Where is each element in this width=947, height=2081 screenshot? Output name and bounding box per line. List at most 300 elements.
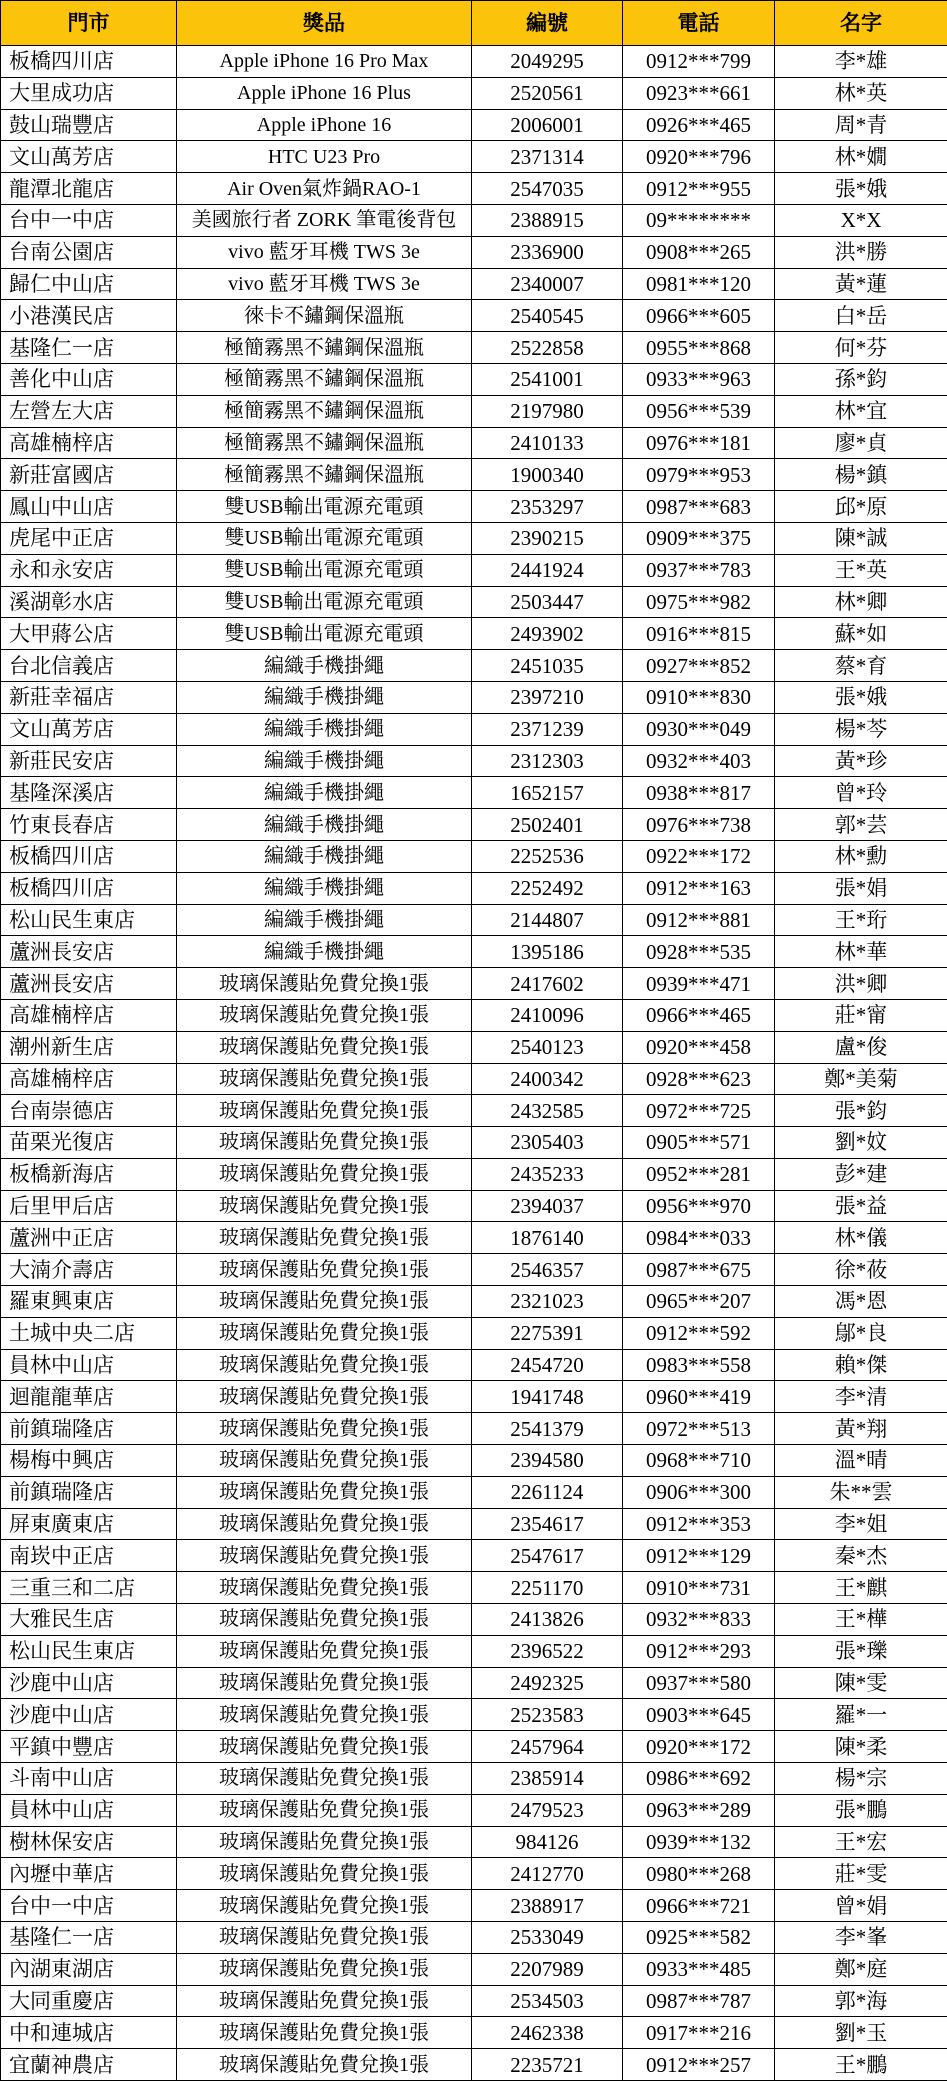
store-cell: 宜蘭神農店 xyxy=(1,2049,177,2081)
table-row xyxy=(1,618,947,650)
prize-cell: 玻璃保護貼免費兌換1張 xyxy=(177,1667,472,1699)
prize-cell: 玻璃保護貼免費兌換1張 xyxy=(177,1286,472,1318)
phone-cell: 0937***783 xyxy=(623,554,775,586)
code-cell: 2394037 xyxy=(472,1190,623,1222)
header-name: 名字 xyxy=(775,1,947,46)
code-cell: 2520561 xyxy=(472,77,623,109)
table-row xyxy=(1,1826,947,1858)
phone-cell: 0966***605 xyxy=(623,300,775,332)
code-cell: 2353297 xyxy=(472,491,623,523)
phone-cell: 0920***172 xyxy=(623,1731,775,1763)
code-cell: 2388915 xyxy=(472,204,623,236)
store-cell: 前鎮瑞隆店 xyxy=(1,1476,177,1508)
store-cell: 大甲蔣公店 xyxy=(1,618,177,650)
store-cell: 小港漢民店 xyxy=(1,300,177,332)
code-cell: 2503447 xyxy=(472,586,623,618)
phone-cell: 0933***963 xyxy=(623,363,775,395)
phone-cell: 0920***458 xyxy=(623,1031,775,1063)
store-cell: 羅東興東店 xyxy=(1,1286,177,1318)
phone-cell: 0928***535 xyxy=(623,936,775,968)
table-row xyxy=(1,872,947,904)
prize-cell: 玻璃保護貼免費兌換1張 xyxy=(177,2017,472,2049)
table-row xyxy=(1,268,947,300)
phone-cell: 09******** xyxy=(623,204,775,236)
phone-cell: 0912***163 xyxy=(623,872,775,904)
prize-cell: 徠卡不鏽鋼保溫瓶 xyxy=(177,300,472,332)
store-cell: 大雅民生店 xyxy=(1,1604,177,1636)
code-cell: 2252492 xyxy=(472,872,623,904)
store-cell: 永和永安店 xyxy=(1,554,177,586)
prize-cell: Air Oven氣炸鍋RAO-1 xyxy=(177,173,472,205)
prize-cell: 雙USB輸出電源充電頭 xyxy=(177,491,472,523)
table-row xyxy=(1,300,947,332)
prize-cell: 玻璃保護貼免費兌換1張 xyxy=(177,968,472,1000)
phone-cell: 0968***710 xyxy=(623,1445,775,1477)
store-cell: 屏東廣東店 xyxy=(1,1508,177,1540)
code-cell: 2261124 xyxy=(472,1476,623,1508)
name-cell: 邱*原 xyxy=(775,491,947,523)
name-cell: 鄭*美菊 xyxy=(775,1063,947,1095)
store-cell: 文山萬芳店 xyxy=(1,713,177,745)
table-row xyxy=(1,1985,947,2017)
name-cell: 張*鈞 xyxy=(775,1095,947,1127)
code-cell: 2540545 xyxy=(472,300,623,332)
code-cell: 2400342 xyxy=(472,1063,623,1095)
store-cell: 高雄楠梓店 xyxy=(1,999,177,1031)
table-row xyxy=(1,1572,947,1604)
name-cell: 彭*建 xyxy=(775,1158,947,1190)
prize-cell: 玻璃保護貼免費兌換1張 xyxy=(177,1317,472,1349)
phone-cell: 0917***216 xyxy=(623,2017,775,2049)
prize-cell: vivo 藍牙耳機 TWS 3e xyxy=(177,268,472,300)
prize-cell: 玻璃保護貼免費兌換1張 xyxy=(177,1826,472,1858)
store-cell: 板橋四川店 xyxy=(1,840,177,872)
code-cell: 2454720 xyxy=(472,1349,623,1381)
phone-cell: 0986***692 xyxy=(623,1763,775,1795)
table-row xyxy=(1,1031,947,1063)
name-cell: 王*珩 xyxy=(775,904,947,936)
table-row xyxy=(1,840,947,872)
phone-cell: 0972***513 xyxy=(623,1413,775,1445)
code-cell: 2371239 xyxy=(472,713,623,745)
phone-cell: 0983***558 xyxy=(623,1349,775,1381)
name-cell: 張*娥 xyxy=(775,173,947,205)
prize-cell: 玻璃保護貼免費兌換1張 xyxy=(177,1222,472,1254)
code-cell: 2412770 xyxy=(472,1858,623,1890)
phone-cell: 0903***645 xyxy=(623,1699,775,1731)
phone-cell: 0932***833 xyxy=(623,1604,775,1636)
store-cell: 蘆洲長安店 xyxy=(1,936,177,968)
name-cell: 曾*玲 xyxy=(775,777,947,809)
name-cell: 王*麒 xyxy=(775,1572,947,1604)
table-row xyxy=(1,1890,947,1922)
table-row xyxy=(1,968,947,1000)
table-row xyxy=(1,1063,947,1095)
name-cell: 朱**雲 xyxy=(775,1476,947,1508)
store-cell: 大里成功店 xyxy=(1,77,177,109)
store-cell: 基隆仁一店 xyxy=(1,332,177,364)
code-cell: 2354617 xyxy=(472,1508,623,1540)
name-cell: 林*英 xyxy=(775,77,947,109)
name-cell: 林*宜 xyxy=(775,395,947,427)
phone-cell: 0963***289 xyxy=(623,1794,775,1826)
table-row xyxy=(1,904,947,936)
prize-cell: Apple iPhone 16 xyxy=(177,109,472,141)
code-cell: 2275391 xyxy=(472,1317,623,1349)
code-cell: 2492325 xyxy=(472,1667,623,1699)
table-row xyxy=(1,650,947,682)
store-cell: 潮州新生店 xyxy=(1,1031,177,1063)
name-cell: 曾*娟 xyxy=(775,1890,947,1922)
phone-cell: 0987***683 xyxy=(623,491,775,523)
code-cell: 2336900 xyxy=(472,236,623,268)
table-row xyxy=(1,745,947,777)
code-cell: 2252536 xyxy=(472,840,623,872)
name-cell: 楊*芩 xyxy=(775,713,947,745)
table-row xyxy=(1,1190,947,1222)
store-cell: 土城中央二店 xyxy=(1,1317,177,1349)
prize-cell: 編織手機掛繩 xyxy=(177,650,472,682)
code-cell: 1941748 xyxy=(472,1381,623,1413)
name-cell: 王*宏 xyxy=(775,1826,947,1858)
store-cell: 台北信義店 xyxy=(1,650,177,682)
name-cell: 李*清 xyxy=(775,1381,947,1413)
prize-cell: 玻璃保護貼免費兌換1張 xyxy=(177,1254,472,1286)
prize-cell: 玻璃保護貼免費兌換1張 xyxy=(177,1953,472,1985)
name-cell: 洪*卿 xyxy=(775,968,947,1000)
name-cell: X*X xyxy=(775,204,947,236)
store-cell: 板橋四川店 xyxy=(1,872,177,904)
code-cell: 2006001 xyxy=(472,109,623,141)
code-cell: 2049295 xyxy=(472,46,623,78)
table-row xyxy=(1,1445,947,1477)
table-row xyxy=(1,1222,947,1254)
table-row xyxy=(1,1667,947,1699)
prize-cell: 玻璃保護貼免費兌換1張 xyxy=(177,1635,472,1667)
table-row xyxy=(1,1286,947,1318)
store-cell: 左營左大店 xyxy=(1,395,177,427)
header-code: 編號 xyxy=(472,1,623,46)
name-cell: 馮*恩 xyxy=(775,1286,947,1318)
code-cell: 2371314 xyxy=(472,141,623,173)
phone-cell: 0966***465 xyxy=(623,999,775,1031)
store-cell: 大同重慶店 xyxy=(1,1985,177,2017)
code-cell: 2547617 xyxy=(472,1540,623,1572)
prize-cell: HTC U23 Pro xyxy=(177,141,472,173)
name-cell: 劉*妏 xyxy=(775,1127,947,1159)
phone-cell: 0920***796 xyxy=(623,141,775,173)
code-cell: 2397210 xyxy=(472,681,623,713)
phone-cell: 0937***580 xyxy=(623,1667,775,1699)
phone-cell: 0908***265 xyxy=(623,236,775,268)
code-cell: 1395186 xyxy=(472,936,623,968)
prize-cell: 編織手機掛繩 xyxy=(177,904,472,936)
store-cell: 龍潭北龍店 xyxy=(1,173,177,205)
table-row xyxy=(1,427,947,459)
code-cell: 2251170 xyxy=(472,1572,623,1604)
phone-cell: 0928***623 xyxy=(623,1063,775,1095)
prize-cell: 玻璃保護貼免費兌換1張 xyxy=(177,1413,472,1445)
prize-cell: 玻璃保護貼免費兌換1張 xyxy=(177,1063,472,1095)
table-row xyxy=(1,332,947,364)
phone-cell: 0979***953 xyxy=(623,459,775,491)
code-cell: 2541379 xyxy=(472,1413,623,1445)
prize-cell: 編織手機掛繩 xyxy=(177,936,472,968)
name-cell: 陳*誠 xyxy=(775,522,947,554)
name-cell: 陳*雯 xyxy=(775,1667,947,1699)
store-cell: 溪湖彰水店 xyxy=(1,586,177,618)
store-cell: 新莊民安店 xyxy=(1,745,177,777)
table-row xyxy=(1,1635,947,1667)
prize-cell: 編織手機掛繩 xyxy=(177,840,472,872)
store-cell: 虎尾中正店 xyxy=(1,522,177,554)
store-cell: 基隆深溪店 xyxy=(1,777,177,809)
table-row xyxy=(1,1604,947,1636)
phone-cell: 0912***353 xyxy=(623,1508,775,1540)
name-cell: 郭*芸 xyxy=(775,809,947,841)
store-cell: 三重三和二店 xyxy=(1,1572,177,1604)
name-cell: 孫*鈞 xyxy=(775,363,947,395)
name-cell: 賴*傑 xyxy=(775,1349,947,1381)
code-cell: 2417602 xyxy=(472,968,623,1000)
table-row xyxy=(1,491,947,523)
phone-cell: 0916***815 xyxy=(623,618,775,650)
prize-cell: 玻璃保護貼免費兌換1張 xyxy=(177,999,472,1031)
code-cell: 2540123 xyxy=(472,1031,623,1063)
table-row xyxy=(1,777,947,809)
name-cell: 黃*珍 xyxy=(775,745,947,777)
code-cell: 2522858 xyxy=(472,332,623,364)
phone-cell: 0938***817 xyxy=(623,777,775,809)
phone-cell: 0912***592 xyxy=(623,1317,775,1349)
table-row xyxy=(1,2049,947,2081)
table-row xyxy=(1,109,947,141)
phone-cell: 0975***982 xyxy=(623,586,775,618)
store-cell: 內湖東湖店 xyxy=(1,1953,177,1985)
store-cell: 苗栗光復店 xyxy=(1,1127,177,1159)
prize-cell: 玻璃保護貼免費兌換1張 xyxy=(177,1794,472,1826)
name-cell: 張*娥 xyxy=(775,681,947,713)
table-row xyxy=(1,173,947,205)
prize-cell: 美國旅行者 ZORK 筆電後背包 xyxy=(177,204,472,236)
phone-cell: 0927***852 xyxy=(623,650,775,682)
prize-cell: Apple iPhone 16 Plus xyxy=(177,77,472,109)
store-cell: 高雄楠梓店 xyxy=(1,1063,177,1095)
store-cell: 樹林保安店 xyxy=(1,1826,177,1858)
name-cell: 楊*鎮 xyxy=(775,459,947,491)
name-cell: 莊*雯 xyxy=(775,1858,947,1890)
prize-cell: 玻璃保護貼免費兌換1張 xyxy=(177,1445,472,1477)
prize-cell: 玻璃保護貼免費兌換1張 xyxy=(177,1095,472,1127)
table-row xyxy=(1,77,947,109)
store-cell: 板橋四川店 xyxy=(1,46,177,78)
store-cell: 員林中山店 xyxy=(1,1794,177,1826)
name-cell: 李*峯 xyxy=(775,1922,947,1954)
store-cell: 南崁中正店 xyxy=(1,1540,177,1572)
name-cell: 張*益 xyxy=(775,1190,947,1222)
store-cell: 板橋新海店 xyxy=(1,1158,177,1190)
name-cell: 蘇*如 xyxy=(775,618,947,650)
table-row xyxy=(1,1317,947,1349)
name-cell: 羅*一 xyxy=(775,1699,947,1731)
phone-cell: 0932***403 xyxy=(623,745,775,777)
phone-cell: 0923***661 xyxy=(623,77,775,109)
phone-cell: 0952***281 xyxy=(623,1158,775,1190)
store-cell: 台南公園店 xyxy=(1,236,177,268)
prize-cell: 雙USB輸出電源充電頭 xyxy=(177,554,472,586)
phone-cell: 0956***539 xyxy=(623,395,775,427)
store-cell: 沙鹿中山店 xyxy=(1,1699,177,1731)
table-row xyxy=(1,459,947,491)
name-cell: 張*娟 xyxy=(775,872,947,904)
header-phone: 電話 xyxy=(623,1,775,46)
prize-cell: 玻璃保護貼免費兌換1張 xyxy=(177,1922,472,1954)
table-header xyxy=(1,1,947,46)
name-cell: 林*勳 xyxy=(775,840,947,872)
phone-cell: 0912***955 xyxy=(623,173,775,205)
store-cell: 竹東長春店 xyxy=(1,809,177,841)
prize-cell: 極簡霧黑不鏽鋼保溫瓶 xyxy=(177,363,472,395)
phone-cell: 0984***033 xyxy=(623,1222,775,1254)
table-row xyxy=(1,1095,947,1127)
phone-cell: 0912***881 xyxy=(623,904,775,936)
prize-cell: 玻璃保護貼免費兌換1張 xyxy=(177,1190,472,1222)
table-row xyxy=(1,1540,947,1572)
code-cell: 2197980 xyxy=(472,395,623,427)
table-row xyxy=(1,141,947,173)
name-cell: 王*英 xyxy=(775,554,947,586)
table-row xyxy=(1,1254,947,1286)
prize-cell: 編織手機掛繩 xyxy=(177,777,472,809)
store-cell: 文山萬芳店 xyxy=(1,141,177,173)
store-cell: 迴龍龍華店 xyxy=(1,1381,177,1413)
code-cell: 2410096 xyxy=(472,999,623,1031)
table-row xyxy=(1,1794,947,1826)
phone-cell: 0987***787 xyxy=(623,1985,775,2017)
prize-cell: 玻璃保護貼免費兌換1張 xyxy=(177,2049,472,2081)
prize-cell: 玻璃保護貼免費兌換1張 xyxy=(177,1540,472,1572)
prize-cell: 玻璃保護貼免費兌換1張 xyxy=(177,1985,472,2017)
store-cell: 台中一中店 xyxy=(1,1890,177,1922)
store-cell: 斗南中山店 xyxy=(1,1763,177,1795)
name-cell: 劉*玉 xyxy=(775,2017,947,2049)
code-cell: 2385914 xyxy=(472,1763,623,1795)
phone-cell: 0980***268 xyxy=(623,1858,775,1890)
prize-cell: vivo 藍牙耳機 TWS 3e xyxy=(177,236,472,268)
name-cell: 秦*杰 xyxy=(775,1540,947,1572)
table-row xyxy=(1,1413,947,1445)
phone-cell: 0910***830 xyxy=(623,681,775,713)
store-cell: 沙鹿中山店 xyxy=(1,1667,177,1699)
table-row xyxy=(1,809,947,841)
code-cell: 2534503 xyxy=(472,1985,623,2017)
code-cell: 2235721 xyxy=(472,2049,623,2081)
phone-cell: 0976***738 xyxy=(623,809,775,841)
phone-cell: 0912***293 xyxy=(623,1635,775,1667)
table-row xyxy=(1,204,947,236)
phone-cell: 0912***257 xyxy=(623,2049,775,2081)
prize-cell: 玻璃保護貼免費兌換1張 xyxy=(177,1381,472,1413)
table-row xyxy=(1,586,947,618)
table-row xyxy=(1,554,947,586)
name-cell: 蔡*育 xyxy=(775,650,947,682)
name-cell: 洪*勝 xyxy=(775,236,947,268)
code-cell: 2533049 xyxy=(472,1922,623,1954)
code-cell: 2457964 xyxy=(472,1731,623,1763)
phone-cell: 0972***725 xyxy=(623,1095,775,1127)
phone-cell: 0939***471 xyxy=(623,968,775,1000)
store-cell: 鼓山瑞豐店 xyxy=(1,109,177,141)
code-cell: 2340007 xyxy=(472,268,623,300)
header-store: 門市 xyxy=(1,1,177,46)
phone-cell: 0922***172 xyxy=(623,840,775,872)
prize-cell: 編織手機掛繩 xyxy=(177,713,472,745)
store-cell: 大湳介壽店 xyxy=(1,1254,177,1286)
code-cell: 2546357 xyxy=(472,1254,623,1286)
store-cell: 基隆仁一店 xyxy=(1,1922,177,1954)
code-cell: 1900340 xyxy=(472,459,623,491)
table-body xyxy=(1,46,947,2081)
phone-cell: 0926***465 xyxy=(623,109,775,141)
store-cell: 高雄楠梓店 xyxy=(1,427,177,459)
code-cell: 1876140 xyxy=(472,1222,623,1254)
code-cell: 2435233 xyxy=(472,1158,623,1190)
code-cell: 2479523 xyxy=(472,1794,623,1826)
prize-cell: 編織手機掛繩 xyxy=(177,872,472,904)
name-cell: 鄭*庭 xyxy=(775,1953,947,1985)
store-cell: 歸仁中山店 xyxy=(1,268,177,300)
phone-cell: 0912***129 xyxy=(623,1540,775,1572)
name-cell: 溫*晴 xyxy=(775,1445,947,1477)
code-cell: 2462338 xyxy=(472,2017,623,2049)
header-row xyxy=(1,1,947,46)
store-cell: 前鎮瑞隆店 xyxy=(1,1413,177,1445)
name-cell: 林*卿 xyxy=(775,586,947,618)
table-row xyxy=(1,1349,947,1381)
name-cell: 廖*貞 xyxy=(775,427,947,459)
name-cell: 林*嫺 xyxy=(775,141,947,173)
name-cell: 李*雄 xyxy=(775,46,947,78)
phone-cell: 0960***419 xyxy=(623,1381,775,1413)
store-cell: 楊梅中興店 xyxy=(1,1445,177,1477)
table-row xyxy=(1,46,947,78)
store-cell: 平鎮中豐店 xyxy=(1,1731,177,1763)
phone-cell: 0966***721 xyxy=(623,1890,775,1922)
table-row xyxy=(1,1922,947,1954)
code-cell: 2493902 xyxy=(472,618,623,650)
name-cell: 王*鵬 xyxy=(775,2049,947,2081)
table-row xyxy=(1,522,947,554)
code-cell: 2312303 xyxy=(472,745,623,777)
prize-cell: 玻璃保護貼免費兌換1張 xyxy=(177,1699,472,1731)
code-cell: 2502401 xyxy=(472,809,623,841)
code-cell: 2441924 xyxy=(472,554,623,586)
header-prize: 獎品 xyxy=(177,1,472,46)
prize-cell: 極簡霧黑不鏽鋼保溫瓶 xyxy=(177,459,472,491)
prize-cell: 玻璃保護貼免費兌換1張 xyxy=(177,1349,472,1381)
store-cell: 松山民生東店 xyxy=(1,904,177,936)
table-row xyxy=(1,2017,947,2049)
name-cell: 莊*甯 xyxy=(775,999,947,1031)
prize-cell: 玻璃保護貼免費兌換1張 xyxy=(177,1476,472,1508)
table-row xyxy=(1,999,947,1031)
name-cell: 張*瓅 xyxy=(775,1635,947,1667)
name-cell: 黃*蓮 xyxy=(775,268,947,300)
phone-cell: 0939***132 xyxy=(623,1826,775,1858)
code-cell: 2432585 xyxy=(472,1095,623,1127)
code-cell: 2388917 xyxy=(472,1890,623,1922)
table-row xyxy=(1,236,947,268)
